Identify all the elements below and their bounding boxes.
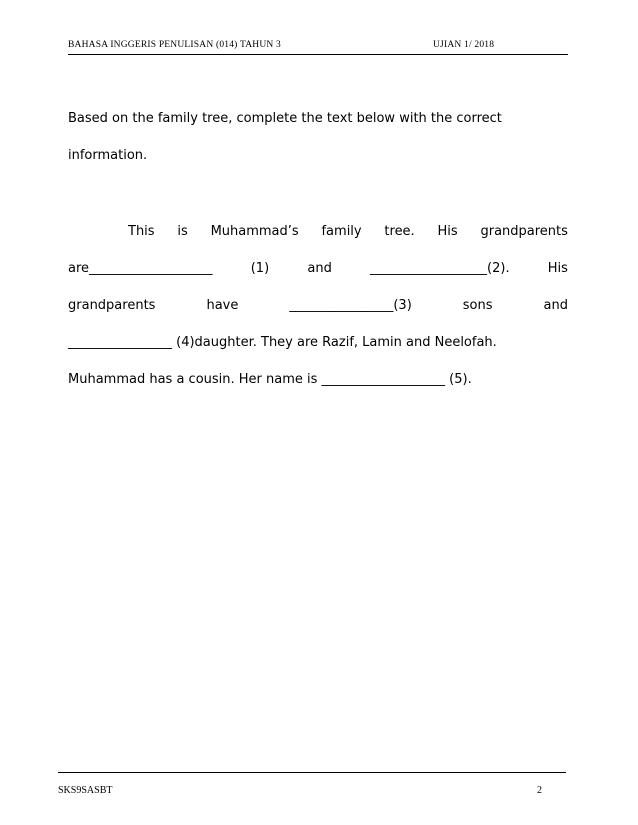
passage-word: tree. xyxy=(384,224,415,239)
passage-word: family xyxy=(321,224,362,239)
passage-word: have xyxy=(206,298,239,313)
passage-line-4 xyxy=(68,324,568,361)
passage-word: is xyxy=(177,224,188,239)
passage-word: (1) xyxy=(250,261,270,276)
passage-word: ________________(3) xyxy=(289,298,412,313)
passage-line-2 xyxy=(68,250,568,287)
instruction xyxy=(68,100,568,174)
passage-word: grandparents xyxy=(68,298,156,313)
passage-word: are___________________ xyxy=(68,261,213,276)
passage-word: His xyxy=(547,261,568,276)
passage-word: His xyxy=(437,224,458,239)
footer-code: SKS9SASBT xyxy=(58,785,113,796)
passage-line-1 xyxy=(68,213,568,250)
header-exam: UJIAN 1/ 2018 xyxy=(433,40,495,50)
passage-word: and xyxy=(307,261,332,276)
page-header xyxy=(68,38,568,55)
passage xyxy=(68,213,568,398)
header-subject: BAHASA INGGERIS PENULISAN (014) TAHUN 3 xyxy=(68,40,281,50)
instruction-text-1: Based on the family tree, complete the text below with the correct xyxy=(68,111,502,126)
passage-word: __________________(2). xyxy=(370,261,510,276)
passage-word: This xyxy=(128,224,155,239)
instruction-line-1 xyxy=(68,100,568,137)
passage-line-3 xyxy=(68,287,568,324)
passage-text-5: Muhammad has a cousin. Her name is ___________________ (5). xyxy=(68,372,472,387)
passage-word: sons xyxy=(462,298,493,313)
passage-line-5 xyxy=(68,361,568,398)
instruction-line-2 xyxy=(68,137,568,174)
passage-word: Muhammad’s xyxy=(210,224,299,239)
page-footer xyxy=(58,772,566,803)
passage-word: grandparents xyxy=(480,224,568,239)
instruction-text-2: information. xyxy=(68,148,148,163)
passage-word: and xyxy=(543,298,568,313)
page-number: 2 xyxy=(537,785,542,796)
passage-text-4: ________________ (4)daughter. They are Razif, Lamin and Neelofah. xyxy=(68,335,497,350)
